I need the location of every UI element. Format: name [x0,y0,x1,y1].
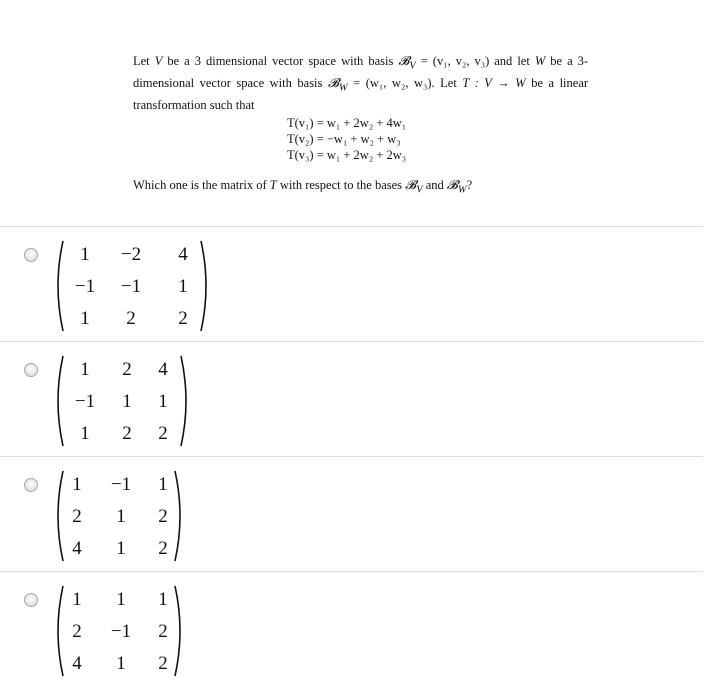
matrix-cell: 2 [158,653,168,674]
matrix-cell: −1 [110,474,132,495]
matrix-cell: 1 [116,506,126,527]
prompt-text-segment: and [425,178,444,192]
matrix-cell: 1 [158,474,168,495]
matrix-cell: 4 [72,538,82,559]
math-subscript: V [409,60,416,72]
matrix [52,585,186,679]
matrix [52,470,186,564]
question-text [133,53,588,114]
answer-option-1[interactable] [0,232,703,346]
matrix-cell: 2 [126,308,136,329]
answer-option-4[interactable] [0,577,703,691]
math-symbol: 𝓑 [327,76,339,90]
prompt-text-segment: Which one is the matrix of [133,178,267,192]
matrix-cell: 1 [178,276,188,297]
question-text-segment: be a 3 dimensional vector space with basis [167,54,394,68]
matrix [52,355,192,449]
radio-button[interactable] [24,248,38,262]
answer-option-2[interactable] [0,347,703,461]
matrix-cell: 2 [158,621,168,642]
matrix-cell: 1 [116,538,126,559]
question-text-segment: be a 3-dimensional vector space with basis [133,54,589,90]
matrix-cell: 1 [72,589,82,610]
question-text-segment: Let [133,54,150,68]
matrix [52,240,212,334]
math-symbol: V [154,54,163,68]
matrix-cell: 1 [122,391,132,412]
equation-line: T(v₂) = −w₁ + w₂ + w₃ [287,132,401,146]
math-symbol: 𝓑 [398,54,410,68]
matrix-cell: 2 [122,423,132,444]
matrix-cell: 1 [80,359,90,380]
question-text-segment: = (v₁, v₂, v₃) and [420,54,513,68]
right-parenthesis-icon [174,585,186,677]
math-symbol: W [534,54,546,68]
left-parenthesis-icon [52,240,64,332]
matrix-cell: −1 [74,276,96,297]
matrix-cell: 2 [158,423,168,444]
question-text-segment: = (w₁, w₂, w₃). Let [353,76,457,90]
matrix-cell: 2 [72,506,82,527]
equation-line: T(v₃) = w₁ + 2w₂ + 2w₃ [287,148,407,162]
right-parenthesis-icon [200,240,212,332]
option-divider [0,226,703,227]
math-subscript: V [416,184,423,196]
matrix-cell: −1 [110,621,132,642]
question-text-segment: let [517,54,530,68]
radio-button[interactable] [24,478,38,492]
matrix-cell: 4 [178,244,188,265]
answer-option-3[interactable] [0,462,703,576]
question-text-segment: be a linear transformation such that [133,76,589,112]
matrix-cell: −1 [120,276,142,297]
prompt-text-segment: ? [466,178,473,192]
prompt-text-segment: with respect to the bases [279,178,403,192]
math-subscript: W [338,82,348,94]
matrix-cell: 2 [122,359,132,380]
equation-line: T(v₁) = w₁ + 2w₂ + 4w₁ [287,116,407,130]
matrix-cell: −1 [74,391,96,412]
radio-button[interactable] [24,593,38,607]
matrix-cell: 4 [158,359,168,380]
matrix-cell: 2 [178,308,188,329]
matrix-cell: 4 [72,653,82,674]
matrix-cell: 1 [116,589,126,610]
matrix-cell: 1 [80,244,90,265]
matrix-cell: 1 [80,308,90,329]
matrix-cell: −2 [120,244,142,265]
math-symbol: T [269,178,277,192]
question-prompt [133,178,472,196]
matrix-cell: 1 [158,589,168,610]
left-parenthesis-icon [52,355,64,447]
right-parenthesis-icon [174,470,186,562]
right-parenthesis-icon [180,355,192,447]
matrix-cell: 1 [72,474,82,495]
matrix-cell: 2 [158,506,168,527]
radio-button[interactable] [24,363,38,377]
matrix-cell: 1 [80,423,90,444]
matrix-cell: 2 [72,621,82,642]
math-symbol: 𝓑 [405,178,417,192]
math-symbol: T : V → W [462,76,526,90]
math-subscript: W [457,184,467,196]
equation-block [287,115,406,163]
math-symbol: 𝓑 [446,178,458,192]
matrix-cell: 1 [116,653,126,674]
matrix-cell: 1 [158,391,168,412]
matrix-cell: 2 [158,538,168,559]
